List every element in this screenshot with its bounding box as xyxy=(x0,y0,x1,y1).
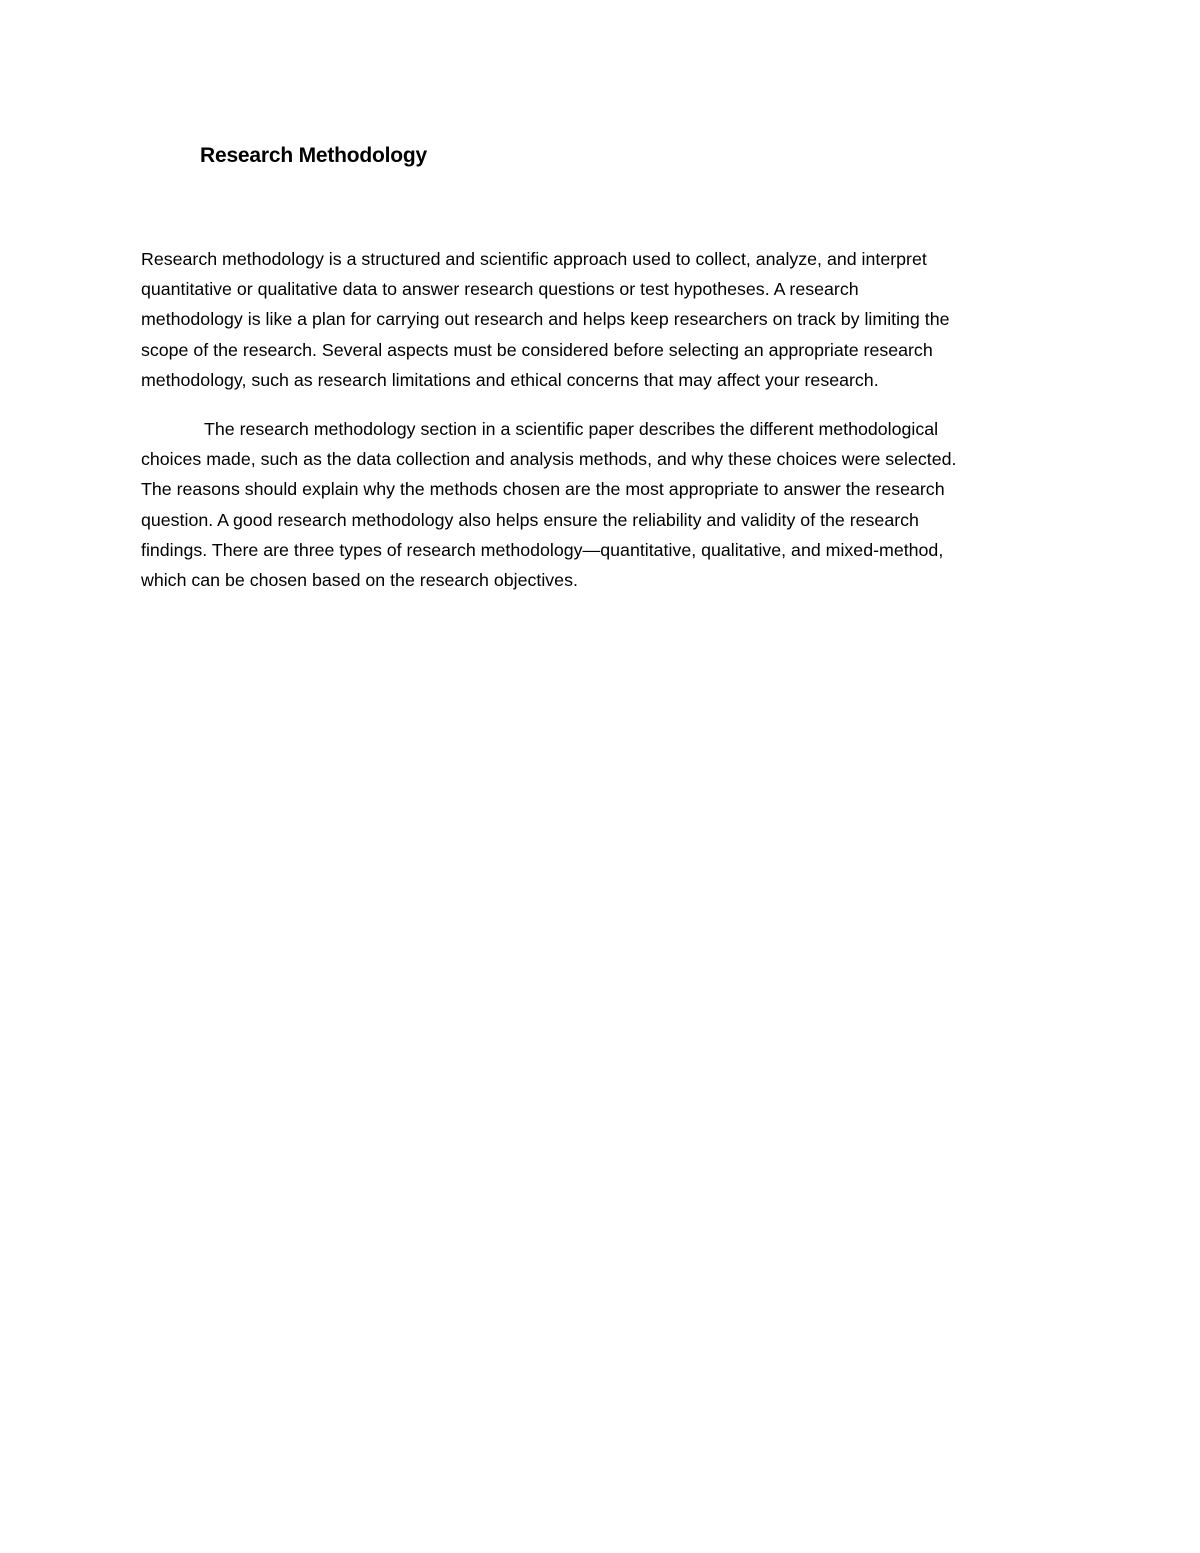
paragraph-line: choices made, such as the data collection and analysis methods, and why these choices were selected. xyxy=(141,449,957,470)
paragraph-line: quantitative or qualitative data to answer research questions or test hypotheses. A research xyxy=(141,279,859,300)
paragraph-line: The research methodology section in a scientific paper describes the different methodological xyxy=(204,419,939,439)
paragraph-line: question. A good research methodology also helps ensure the reliability and validity of the research xyxy=(141,509,919,530)
paragraph-line: methodology is like a plan for carrying out research and helps keep researchers on track by limiting the xyxy=(141,309,950,330)
paragraph-2 xyxy=(141,414,1061,595)
paragraph-line: The reasons should explain why the methods chosen are the most appropriate to answer the research xyxy=(141,479,945,500)
paragraph-line: scope of the research. Several aspects must be considered before selecting an appropriate research xyxy=(141,339,933,360)
page-title: Research Methodology xyxy=(200,144,428,167)
paragraph-line: findings. There are three types of research methodology—quantitative, qualitative, and mixed-method, xyxy=(141,539,944,560)
paragraph-line: methodology, such as research limitations and ethical concerns that may affect your research. xyxy=(141,369,879,390)
paragraph-line: Research methodology is a structured and scientific approach used to collect, analyze, and interpret xyxy=(141,249,927,269)
paragraph-1 xyxy=(141,244,1061,395)
paragraph-line: which can be chosen based on the research objectives. xyxy=(141,569,578,590)
